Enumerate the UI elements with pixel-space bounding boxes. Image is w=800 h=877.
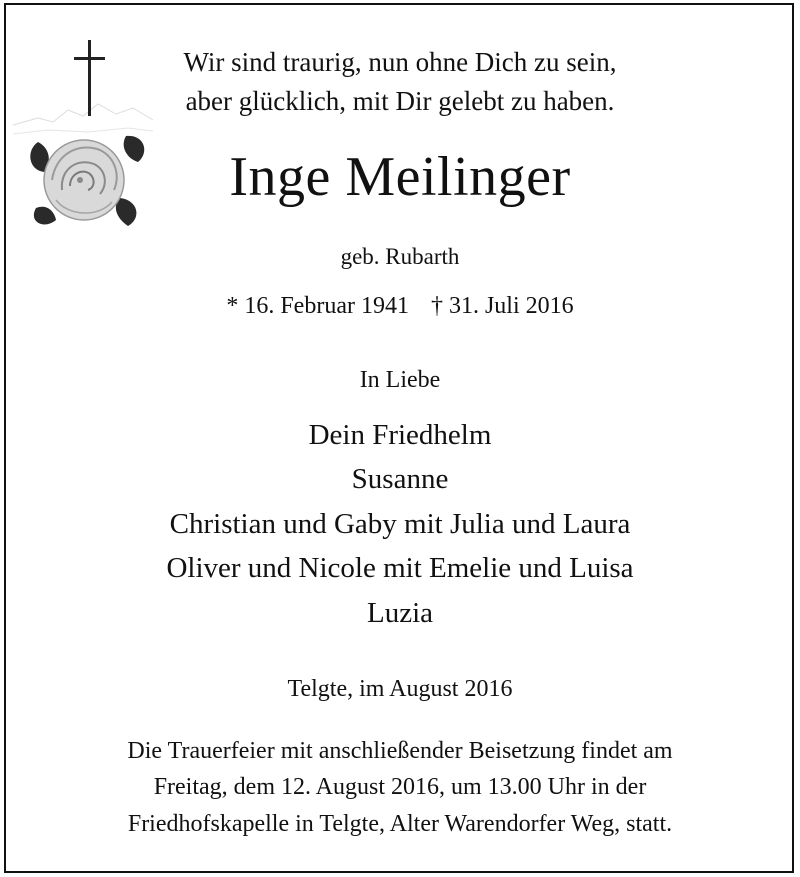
mourner-line: Susanne (351, 463, 449, 495)
life-dates (0, 288, 800, 324)
deceased-name: Inge Meilinger (229, 146, 571, 208)
mourner-line: Christian und Gaby mit Julia und Laura (169, 508, 631, 540)
funeral-info-line: Friedhofskapelle in Telgte, Alter Warendorfer Weg, statt. (127, 811, 673, 837)
verse-line-1: Wir sind traurig, nun ohne Dich zu sein, (183, 47, 617, 77)
birth-date: * 16. Februar 1941 (226, 293, 409, 319)
funeral-info-line: Freitag, dem 12. August 2016, um 13.00 Uhr in der (153, 774, 647, 800)
mourner-line: Oliver und Nicole mit Emelie und Luisa (166, 552, 634, 584)
mourner-line: Luzia (366, 597, 433, 629)
mourners-intro: In Liebe (359, 367, 441, 393)
mourner-line: Dein Friedhelm (308, 419, 492, 451)
death-date: † 31. Juli 2016 (430, 293, 574, 319)
funeral-info-line: Die Trauerfeier mit anschließender Beisetzung findet am (127, 738, 673, 764)
born-name: geb. Rubarth (340, 244, 460, 269)
verse-line-2: aber glücklich, mit Dir gelebt zu haben. (185, 86, 615, 116)
place-and-date: Telgte, im August 2016 (287, 676, 513, 702)
